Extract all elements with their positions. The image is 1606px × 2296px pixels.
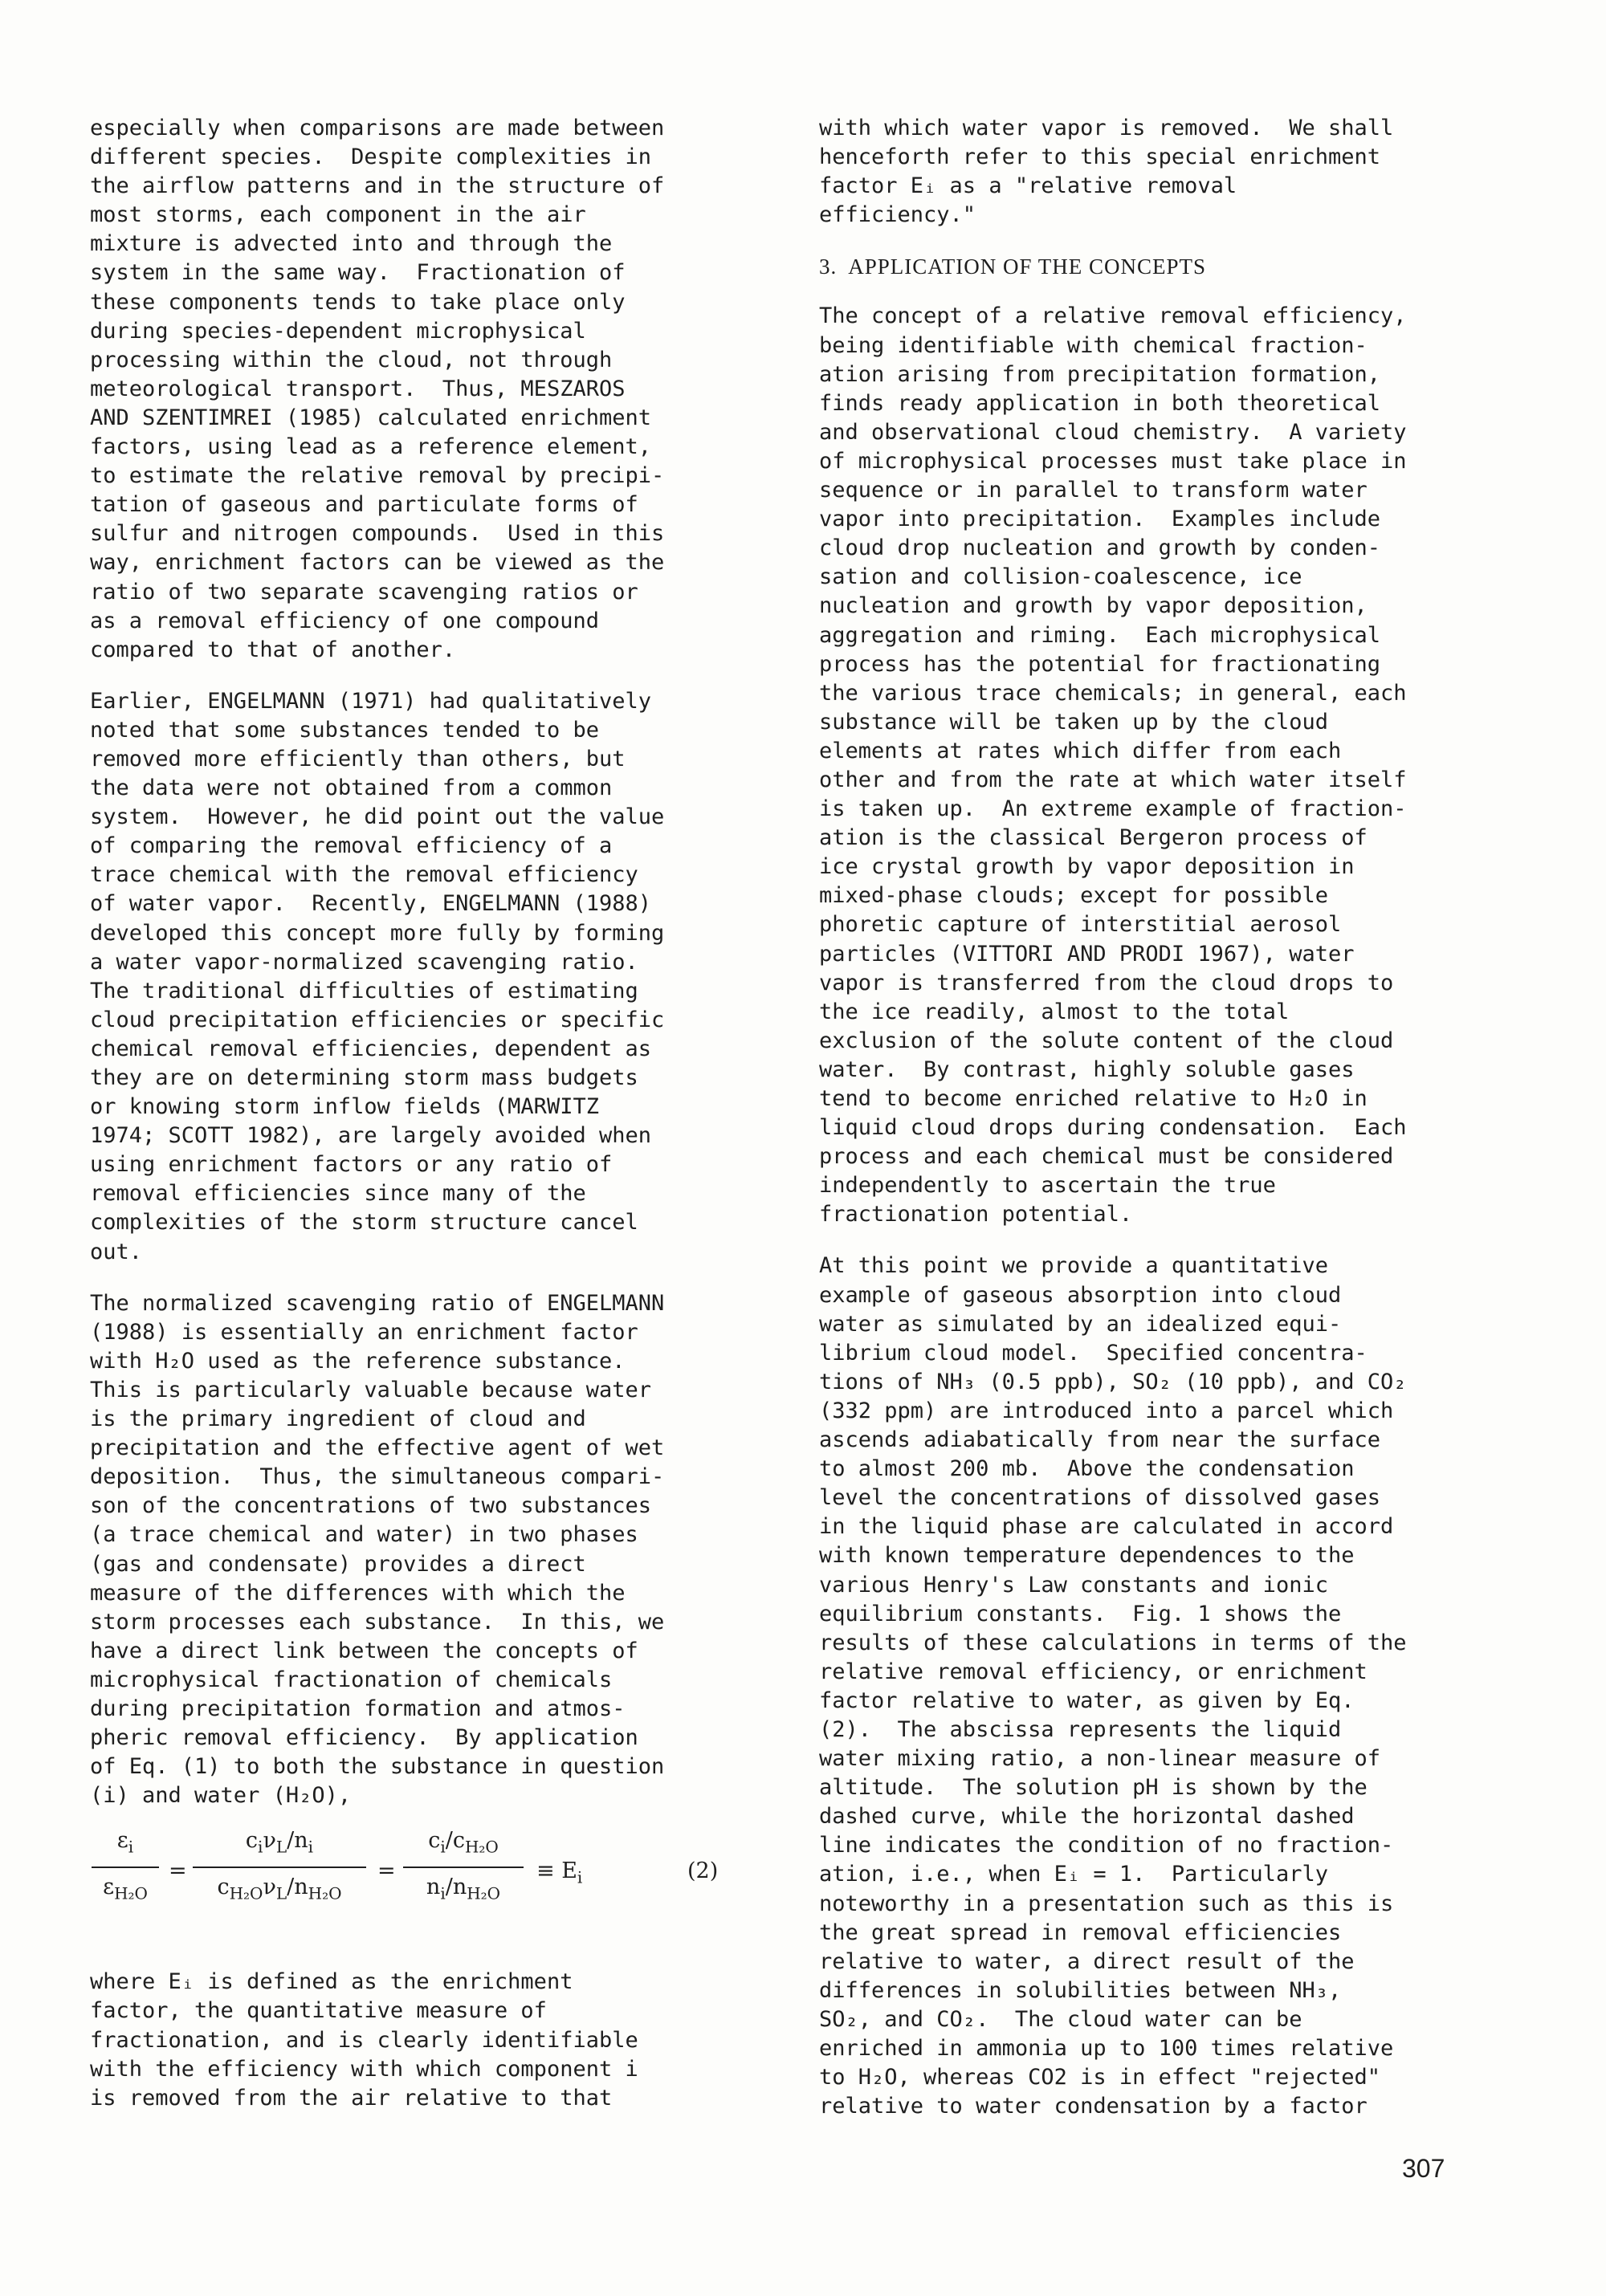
text-line: (1988) is essentially an enrichment factor xyxy=(90,1319,638,1345)
text-line: differences in solubilities between NH₃, xyxy=(819,1977,1342,2003)
text-line: ation, i.e., when Eᵢ = 1. Particularly xyxy=(819,1862,1328,1887)
text-line: altitude. The solution pH is shown by the xyxy=(819,1775,1368,1801)
text-line: fractionation, and is clearly identifiable xyxy=(90,2027,638,2053)
text-line: especially when comparisons are made between xyxy=(90,116,665,140)
text-line: of comparing the removal efficiency of a xyxy=(90,833,613,859)
text-line: 1974; SCOTT 1982), are largely avoided when xyxy=(90,1123,651,1149)
text-line: fractionation potential. xyxy=(819,1202,1133,1227)
text-line: of water vapor. Recently, ENGELMANN (1988) xyxy=(90,891,651,917)
text-line: trace chemical with the removal efficiency xyxy=(90,862,638,888)
text-line: system in the same way. Fractionation of xyxy=(90,260,626,286)
text-line: (332 ppm) are introduced into a parcel which xyxy=(819,1398,1394,1423)
text-line: enriched in ammonia up to 100 times relative xyxy=(819,2036,1394,2061)
text-line: pheric removal efficiency. By application xyxy=(90,1725,638,1751)
left-paragraph-3 xyxy=(90,1289,756,1811)
text-line: relative to water, a direct result of the xyxy=(819,1948,1355,1974)
text-line: dashed curve, while the horizontal dashed xyxy=(819,1804,1355,1830)
text-line: equilibrium constants. Fig. 1 shows the xyxy=(819,1601,1342,1626)
text-line: (gas and condensate) provides a direct xyxy=(90,1551,586,1577)
text-line: efficiency." xyxy=(819,202,976,228)
text-line: storm processes each substance. In this, we xyxy=(90,1609,665,1634)
text-line: relative to water condensation by a factor xyxy=(819,2094,1368,2119)
page-number: 307 xyxy=(1402,2154,1445,2183)
text-line: microphysical fractionation of chemicals xyxy=(90,1667,613,1692)
text-line: to estimate the relative removal by precipi- xyxy=(90,463,665,489)
text-line: a water vapor-normalized scavenging ratio. xyxy=(90,949,638,975)
text-line: of microphysical processes must take place in xyxy=(819,448,1407,474)
text-line: At this point we provide a quantitative xyxy=(819,1253,1328,1279)
text-line: various Henry's Law constants and ionic xyxy=(819,1572,1328,1598)
text-line: the ice readily, almost to the total xyxy=(819,999,1290,1024)
text-line: water mixing ratio, a non-linear measure of xyxy=(819,1746,1380,1772)
text-line: cloud drop nucleation and growth by conden- xyxy=(819,535,1380,561)
text-line: (2). The abscissa represents the liquid xyxy=(819,1716,1342,1742)
text-line: with known temperature dependences to the xyxy=(819,1543,1355,1569)
left-paragraph-2 xyxy=(90,687,756,1267)
text-line: substance will be taken up by the cloud xyxy=(819,709,1328,735)
text-line: using enrichment factors or any ratio of xyxy=(90,1152,613,1178)
text-line: process has the potential for fractionating xyxy=(819,651,1380,677)
eq-fraction-epsilon: $\varepsilon_i$ $\varepsilon_{H_2O}$ xyxy=(92,1826,159,1907)
section-heading: 3. APPLICATION OF THE CONCEPTS xyxy=(819,254,1207,279)
text-line: out. xyxy=(90,1239,143,1264)
equation-2 xyxy=(90,1826,756,1947)
text-line: mixed-phase clouds; except for possible xyxy=(819,883,1328,909)
text-line: noted that some substances tended to be xyxy=(90,717,599,743)
text-line: as a removal efficiency of one compound xyxy=(90,608,599,633)
text-line: is removed from the air relative to that xyxy=(90,2085,613,2111)
text-line: level the concentrations of dissolved gases xyxy=(819,1485,1380,1511)
text-line: SO₂, and CO₂. The cloud water can be xyxy=(819,2006,1302,2032)
text-line: precipitation and the effective agent of wet xyxy=(90,1435,665,1461)
text-line: during precipitation formation and atmos- xyxy=(90,1696,626,1721)
text-line: the airflow patterns and in the structure of xyxy=(90,173,665,199)
text-line: meteorological transport. Thus, MESZAROS xyxy=(90,376,626,401)
text-line: to almost 200 mb. Above the condensation xyxy=(819,1456,1355,1482)
eq-equivalence: ≡ $E_i$ xyxy=(536,1858,583,1887)
text-line: tation of gaseous and particulate forms of xyxy=(90,492,638,518)
eq-fraction-ratio: $c_i/c_{H_2O}$ $n_i/n_{H_2O}$ xyxy=(403,1826,524,1907)
text-line: the great spread in removal efficiencies xyxy=(819,1919,1342,1945)
text-line: with the efficiency with which component i xyxy=(90,2056,638,2082)
text-line: ascends adiabatically from near the surface xyxy=(819,1427,1380,1453)
text-line: or knowing storm inflow fields (MARWITZ xyxy=(90,1094,599,1120)
text-line: elements at rates which differ from each xyxy=(819,738,1342,763)
text-line: developed this concept more fully by forming xyxy=(90,920,665,946)
text-line: process and each chemical must be considered xyxy=(819,1144,1394,1170)
text-line: sation and collision-coalescence, ice xyxy=(819,564,1302,590)
right-paragraph-3 xyxy=(819,1252,1486,2121)
text-line: removed more efficiently than others, but xyxy=(90,746,626,771)
text-line: during species-dependent microphysical xyxy=(90,318,586,344)
text-line: with H₂O used as the reference substance. xyxy=(90,1348,626,1374)
text-line: finds ready application in both theoretical xyxy=(819,390,1380,416)
text-line: This is particularly valuable because water xyxy=(90,1377,651,1402)
text-line: ation is the classical Bergeron process of xyxy=(819,825,1368,851)
text-line: relative removal efficiency, or enrichment xyxy=(819,1659,1368,1684)
text-line: tions of NH₃ (0.5 ppb), SO₂ (10 ppb), and CO₂ xyxy=(819,1369,1407,1394)
text-line: water as simulated by an idealized equi- xyxy=(819,1311,1342,1337)
text-line: results of these calculations in terms of the xyxy=(819,1630,1407,1655)
text-line: other and from the rate at which water itself xyxy=(819,767,1407,792)
text-line: is taken up. An extreme example of fraction- xyxy=(819,796,1407,822)
text-line: ice crystal growth by vapor deposition in xyxy=(819,854,1355,880)
text-line: where Eᵢ is defined as the enrichment xyxy=(90,1969,573,1995)
text-line: deposition. Thus, the simultaneous compari- xyxy=(90,1464,665,1490)
right-column xyxy=(819,114,1486,2121)
text-line: tend to become enriched relative to H₂O in xyxy=(819,1086,1368,1111)
text-line: chemical removal efficiencies, dependent as xyxy=(90,1036,651,1061)
text-line: in the liquid phase are calculated in accord xyxy=(819,1514,1394,1540)
text-line: way, enrichment factors can be viewed as the xyxy=(90,550,665,576)
text-line: they are on determining storm mass budgets xyxy=(90,1065,638,1090)
text-line: factor relative to water, as given by Eq. xyxy=(819,1687,1355,1713)
text-line: system. However, he did point out the value xyxy=(90,804,665,830)
text-line: the various trace chemicals; in general, each xyxy=(819,680,1407,706)
text-line: Earlier, ENGELMANN (1971) had qualitatively xyxy=(90,688,651,714)
eq-fraction-concentration: $c_i\nu_L/n_i$ $c_{H_2O}\nu_L/n_{H_2O}$ xyxy=(193,1826,366,1907)
text-line: and observational cloud chemistry. A variety xyxy=(819,419,1407,445)
text-line: processing within the cloud, not through xyxy=(90,347,613,372)
text-line: particles (VITTORI AND PRODI 1967), water xyxy=(819,941,1355,967)
text-line: is the primary ingredient of cloud and xyxy=(90,1407,586,1432)
text-line: different species. Despite complexities in xyxy=(90,145,651,170)
text-line: water. By contrast, highly soluble gases xyxy=(819,1056,1355,1082)
right-paragraph-2 xyxy=(819,302,1486,1229)
text-line: vapor into precipitation. Examples include xyxy=(819,507,1380,532)
text-line: the data were not obtained from a common xyxy=(90,776,613,801)
equation-number: (2) xyxy=(687,1858,719,1884)
text-line: The normalized scavenging ratio of ENGELMANN xyxy=(90,1290,665,1316)
text-line: sequence or in parallel to transform water xyxy=(819,478,1368,503)
text-line: exclusion of the solute content of the cloud xyxy=(819,1028,1394,1053)
text-line: of Eq. (1) to both the substance in question xyxy=(90,1754,665,1780)
text-line: these components tends to take place only xyxy=(90,289,626,315)
text-line: aggregation and riming. Each microphysical xyxy=(819,622,1380,648)
right-paragraph-1 xyxy=(819,114,1486,230)
text-line: cloud precipitation efficiencies or specific xyxy=(90,1007,665,1032)
text-line: most storms, each component in the air xyxy=(90,202,586,228)
text-line: nucleation and growth by vapor deposition, xyxy=(819,593,1368,619)
eq-equals-2: = xyxy=(377,1858,396,1884)
text-line: ation arising from precipitation formation, xyxy=(819,361,1380,387)
text-line: AND SZENTIMREI (1985) calculated enrichment xyxy=(90,405,651,430)
text-line: factor Eᵢ as a "relative removal xyxy=(819,173,1237,199)
text-line: measure of the differences with which the xyxy=(90,1580,626,1606)
text-line: phoretic capture of interstitial aerosol xyxy=(819,912,1342,938)
text-line: (i) and water (H₂O), xyxy=(90,1783,352,1809)
text-line: librium cloud model. Specified concentra- xyxy=(819,1340,1368,1366)
eq-equals-1: = xyxy=(169,1858,187,1884)
text-line: son of the concentrations of two substances xyxy=(90,1493,651,1519)
text-line: with which water vapor is removed. We shall xyxy=(819,116,1394,140)
left-column xyxy=(90,114,756,2113)
text-line: The traditional difficulties of estimating xyxy=(90,978,638,1003)
text-line: henceforth refer to this special enrichment xyxy=(819,145,1380,170)
text-line: complexities of the storm structure cancel xyxy=(90,1210,638,1236)
text-line: factors, using lead as a reference element, xyxy=(90,434,651,460)
text-line: example of gaseous absorption into cloud xyxy=(819,1282,1342,1308)
text-line: The concept of a relative removal efficiency, xyxy=(819,303,1407,329)
left-paragraph-1 xyxy=(90,114,756,665)
text-line: ratio of two separate scavenging ratios or xyxy=(90,579,638,605)
text-line: have a direct link between the concepts of xyxy=(90,1638,638,1663)
text-line: factor, the quantitative measure of xyxy=(90,1998,547,2024)
text-line: being identifiable with chemical fraction- xyxy=(819,332,1368,358)
text-line: to H₂O, whereas CO2 is in effect "rejected" xyxy=(819,2065,1380,2090)
text-line: noteworthy in a presentation such as this is xyxy=(819,1891,1394,1916)
left-paragraph-4 xyxy=(90,1968,756,2112)
text-line: mixture is advected into and through the xyxy=(90,231,613,257)
text-line: vapor is transferred from the cloud drops to xyxy=(819,970,1394,995)
text-line: liquid cloud drops during condensation. Each xyxy=(819,1115,1407,1141)
text-line: compared to that of another. xyxy=(90,637,456,662)
text-line: removal efficiencies since many of the xyxy=(90,1181,586,1207)
text-line: independently to ascertain the true xyxy=(819,1173,1276,1199)
text-line: (a trace chemical and water) in two phases xyxy=(90,1522,638,1548)
text-line: line indicates the condition of no fraction- xyxy=(819,1833,1394,1858)
text-line: sulfur and nitrogen compounds. Used in this xyxy=(90,521,665,547)
